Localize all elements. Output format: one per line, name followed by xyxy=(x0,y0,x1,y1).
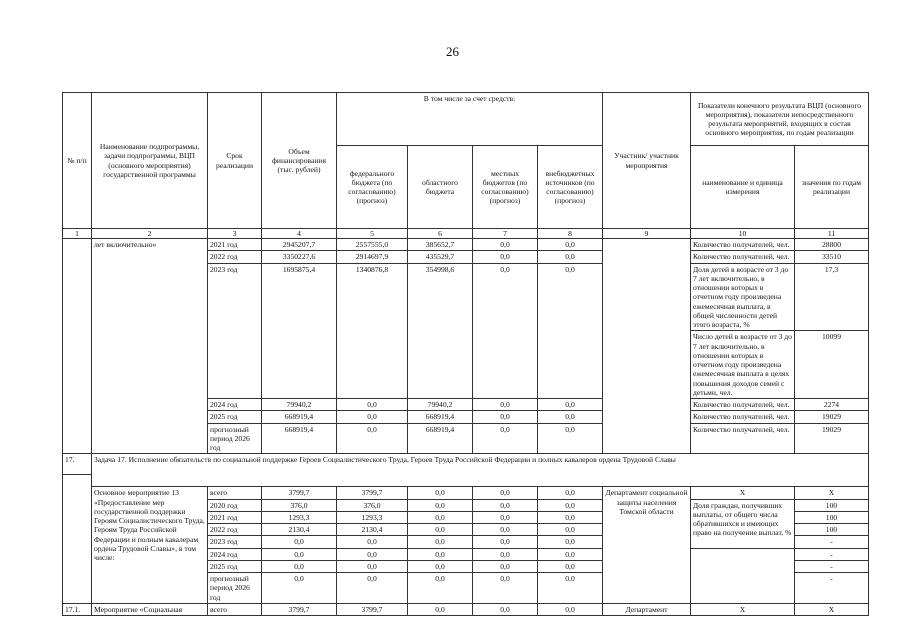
cell-total: 376,0 xyxy=(262,499,337,511)
cell-federal: 0,0 xyxy=(337,411,408,423)
cell-indicator-value: - xyxy=(795,548,869,560)
header-local: местных бюджетов (по согласованию) (прогноз) xyxy=(473,146,538,229)
cell-year: 2022 год xyxy=(208,251,262,263)
cell-federal: 0,0 xyxy=(337,536,408,548)
cell-indicator: Количество получателей, чел. xyxy=(691,411,795,423)
cell-total: 3799,7 xyxy=(262,487,337,499)
cell-federal: 0,0 xyxy=(337,399,408,411)
header-indicator-value: значения по годам реализации xyxy=(795,146,869,229)
column-number: 6 xyxy=(408,229,473,239)
cell-total: 1695875,4 xyxy=(262,263,337,399)
header-extra: внебюджетных источников (по согласованию) (прогноз) xyxy=(538,146,603,229)
header-regional: областного бюджета xyxy=(408,146,473,229)
cell-federal: 2130,4 xyxy=(337,524,408,536)
cell-year: всего xyxy=(208,603,262,615)
cell-year: 2024 год xyxy=(208,548,262,560)
cell-indicator-value: 100 xyxy=(795,511,869,523)
cell-federal: 376,0 xyxy=(337,499,408,511)
cell-extra: 0,0 xyxy=(538,263,603,399)
cell-year: 2021 год xyxy=(208,511,262,523)
cell-year: 2025 год xyxy=(208,560,262,572)
cell-federal: 0,0 xyxy=(337,423,408,454)
cell-year: 2023 год xyxy=(208,263,262,399)
cell-total: 79940,2 xyxy=(262,399,337,411)
cell-extra: 0,0 xyxy=(538,548,603,560)
header-no: № п/п xyxy=(63,93,92,229)
cell-extra: 0,0 xyxy=(538,487,603,499)
cell-indicator-value: 100 xyxy=(795,524,869,536)
column-number: 11 xyxy=(795,229,869,239)
header-sources-group: В том числе за счет средств: xyxy=(337,93,603,146)
main-activity-indicator: Доля граждан, получивших выплаты, от общего числа обратившихся и имеющих право на получение выплат, % xyxy=(691,499,795,548)
cell-regional: 354998,6 xyxy=(408,263,473,399)
cell-indicator: X xyxy=(691,603,795,615)
column-number: 9 xyxy=(603,229,691,239)
cell-extra: 0,0 xyxy=(538,524,603,536)
cell-local: 0,0 xyxy=(473,411,538,423)
cell-total: 3799,7 xyxy=(262,603,337,615)
column-number: 1 xyxy=(63,229,92,239)
task-number: 17. xyxy=(63,454,92,475)
cell-regional: 0,0 xyxy=(408,511,473,523)
column-number: 10 xyxy=(691,229,795,239)
cell-extra: 0,0 xyxy=(538,560,603,572)
cell-local: 0,0 xyxy=(473,423,538,454)
cell-indicator-value: 2274 xyxy=(795,399,869,411)
task-row xyxy=(63,454,869,475)
cell-local: 0,0 xyxy=(473,560,538,572)
column-number: 5 xyxy=(337,229,408,239)
cell-federal: 0,0 xyxy=(337,560,408,572)
cell-regional: 668919,4 xyxy=(408,423,473,454)
cell-total: 668919,4 xyxy=(262,423,337,454)
cell-year: 2022 год xyxy=(208,524,262,536)
cell-regional: 435529,7 xyxy=(408,251,473,263)
cell-total: 3350227,6 xyxy=(262,251,337,263)
header-federal: федерального бюджета (по согласованию) (прогноз) xyxy=(337,146,408,229)
cell-total: 2130,4 xyxy=(262,524,337,536)
column-number: 3 xyxy=(208,229,262,239)
cell-extra: 0,0 xyxy=(538,399,603,411)
cell-regional: 0,0 xyxy=(408,499,473,511)
cell-indicator: Количество получателей, чел. xyxy=(691,399,795,411)
cell-regional: 0,0 xyxy=(408,487,473,499)
cell-regional: 385652,7 xyxy=(408,239,473,251)
cell-year: 2021 год xyxy=(208,239,262,251)
cell-extra: 0,0 xyxy=(538,423,603,454)
cell-indicator: X xyxy=(691,487,795,499)
cell-year: прогнозный период 2026 год xyxy=(208,573,262,604)
cell-indicator-value: 19029 xyxy=(795,423,869,454)
cell-year: 2024 год xyxy=(208,399,262,411)
cell-extra: 0,0 xyxy=(538,573,603,604)
cell-indicator-value: - xyxy=(795,573,869,604)
cell-indicator-value: 17,3 xyxy=(795,263,869,331)
cell-regional: 668919,4 xyxy=(408,411,473,423)
cell-local: 0,0 xyxy=(473,487,538,499)
cell-extra: 0,0 xyxy=(538,603,603,615)
cell-year: 2020 год xyxy=(208,499,262,511)
cell-local: 0,0 xyxy=(473,399,538,411)
cell-year: 2025 год xyxy=(208,411,262,423)
header-indicators-group: Показатели конечного результата ВЦП (основного мероприятия), показатели непосредственного результата мероприятий, входящих в состав основного мероприятия, по годам реализации xyxy=(691,93,869,146)
cell-federal: 2914697,9 xyxy=(337,251,408,263)
cell-participant: Департамент xyxy=(603,603,691,615)
header-term: Срок реализации xyxy=(208,93,262,229)
cell-year: прогнозный период 2026 год xyxy=(208,423,262,454)
cell-indicator: Количество получателей, чел. xyxy=(691,239,795,251)
cell-total: 668919,4 xyxy=(262,411,337,423)
cell-regional: 0,0 xyxy=(408,548,473,560)
cell-regional: 0,0 xyxy=(408,560,473,572)
task-title: Задача 17. Исполнение обязательств по социальной поддержке Героев Социалистического Труда, Героев Труда Российской Федерации и полных кавалеров ордена Трудовой Славы xyxy=(92,454,869,475)
column-number: 2 xyxy=(92,229,208,239)
cell-federal: 1293,3 xyxy=(337,511,408,523)
program-table xyxy=(62,92,869,616)
header-name: Наименование подпрограммы, задачи подпрограммы, ВЦП (основного мероприятия) государственной программы xyxy=(92,93,208,229)
cell-extra: 0,0 xyxy=(538,411,603,423)
cell-extra: 0,0 xyxy=(538,251,603,263)
cell-federal: 0,0 xyxy=(337,548,408,560)
cell-federal: 0,0 xyxy=(337,573,408,604)
main-activity-name: Основное мероприятие 13 «Предоставление мер государственной поддержки Героям Социалистического Труда, Героям Труда Российской Федерации и полным кавалерам ордена Трудовой Славы», в том числе: xyxy=(92,487,208,604)
cell-year: всего xyxy=(208,487,262,499)
cell-regional: 0,0 xyxy=(408,603,473,615)
cell-federal: 3799,7 xyxy=(337,603,408,615)
cell-indicator-value: 100 xyxy=(795,499,869,511)
cell-local: 0,0 xyxy=(473,548,538,560)
activity-number: 17.1. xyxy=(63,603,92,615)
cell-total: 0,0 xyxy=(262,536,337,548)
cell-participant xyxy=(603,239,691,454)
cell-indicator: Количество получателей, чел. xyxy=(691,423,795,454)
table-row xyxy=(63,603,869,615)
cell-indicator-value: X xyxy=(795,603,869,615)
cell-indicator-value: 19029 xyxy=(795,411,869,423)
cell-local: 0,0 xyxy=(473,239,538,251)
cell-regional: 0,0 xyxy=(408,524,473,536)
cell-total: 0,0 xyxy=(262,560,337,572)
header-indicator-name: наименование и единица измерения xyxy=(691,146,795,229)
header-participant: Участник/ участник мероприятия xyxy=(603,93,691,229)
cell-regional: 0,0 xyxy=(408,536,473,548)
cell-total: 0,0 xyxy=(262,548,337,560)
column-numbers-row xyxy=(63,229,869,239)
cell-regional: 79940,2 xyxy=(408,399,473,411)
cell-extra: 0,0 xyxy=(538,536,603,548)
main-activity-participant: Департамент социальной защиты населения Томской области xyxy=(603,487,691,604)
column-number: 7 xyxy=(473,229,538,239)
cell-local: 0,0 xyxy=(473,573,538,604)
cell-indicator-value: 10099 xyxy=(795,331,869,399)
cell-indicator: Количество получателей, чел. xyxy=(691,251,795,263)
cell-indicator-value: - xyxy=(795,560,869,572)
activity-name: Мероприятие «Социальная xyxy=(92,603,208,615)
cell-total: 1293,3 xyxy=(262,511,337,523)
table-row xyxy=(63,487,869,499)
cell-year: 2023 год xyxy=(208,536,262,548)
cell-local: 0,0 xyxy=(473,524,538,536)
cell-indicator: Число детей в возрасте от 3 до 7 лет включительно, в отношении которых в отчетном году произведена ежемесячная выплата в целях повышения доходов семей с детьми, чел. xyxy=(691,331,795,399)
cell-local: 0,0 xyxy=(473,263,538,399)
cell-extra: 0,0 xyxy=(538,499,603,511)
cell-federal: 1340876,8 xyxy=(337,263,408,399)
cell-federal: 3799,7 xyxy=(337,487,408,499)
cell-local: 0,0 xyxy=(473,603,538,615)
column-number: 4 xyxy=(262,229,337,239)
cell-regional: 0,0 xyxy=(408,573,473,604)
cell-local: 0,0 xyxy=(473,511,538,523)
cell-local: 0,0 xyxy=(473,536,538,548)
cell-total: 2945207,7 xyxy=(262,239,337,251)
cell-indicator: Доля детей в возрасте от 3 до 7 лет включительно, в отношении которых в отчетном году произведена ежемесячная выплата, в общей численности детей этого возраста, % xyxy=(691,263,795,331)
cell-indicator-value: 33510 xyxy=(795,251,869,263)
cell-local: 0,0 xyxy=(473,251,538,263)
cell-indicator-value: - xyxy=(795,536,869,548)
table-row xyxy=(63,239,869,251)
cell-extra: 0,0 xyxy=(538,239,603,251)
cell-indicator-value: 28800 xyxy=(795,239,869,251)
page-number: 26 xyxy=(446,44,459,59)
cell-local: 0,0 xyxy=(473,499,538,511)
cell-total: 0,0 xyxy=(262,573,337,604)
cell-indicator-value: X xyxy=(795,487,869,499)
continuation-name: лет включительно» xyxy=(92,239,208,454)
cell-federal: 2557555,0 xyxy=(337,239,408,251)
cell-extra: 0,0 xyxy=(538,511,603,523)
column-number: 8 xyxy=(538,229,603,239)
header-volume: Объем финансирования (тыс. рублей) xyxy=(262,93,337,229)
